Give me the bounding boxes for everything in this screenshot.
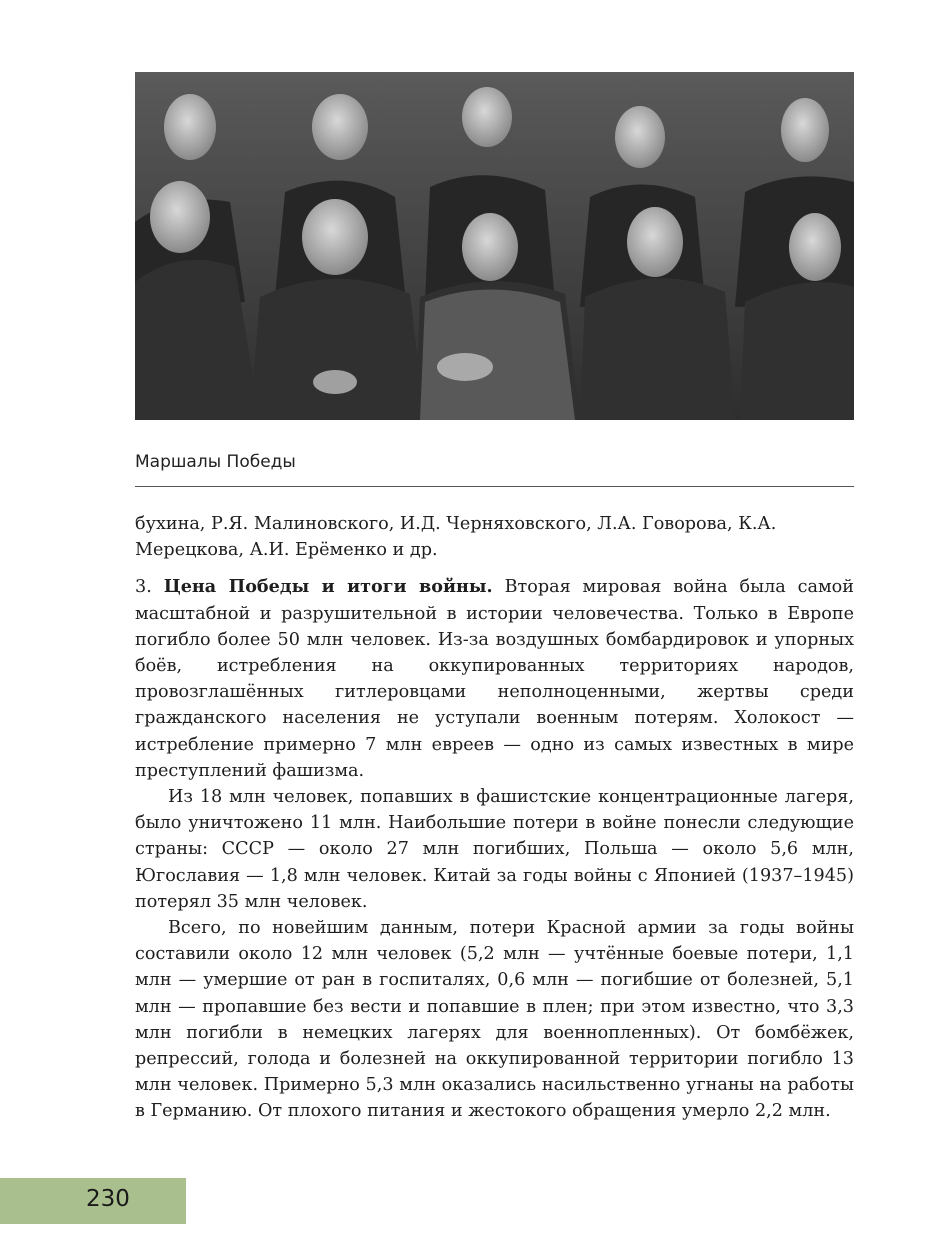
portrait-illustration-icon (135, 72, 854, 420)
body-text (135, 511, 854, 1125)
paragraph-camps: Из 18 млн человек, попавших в фашистские концентрационные лагеря, было уничтожено 11 млн. Наибольшие потери в войне понесли следующие страны: СССР — около 27 млн погибших, Польша — около 5,6 млн, Югославия — 1,8 млн человек. Китай за годы войны с Японией (1937–1945) потерял 35 млн человек. (135, 787, 854, 912)
section-number: 3. (135, 577, 152, 598)
page-number: 230 (86, 1186, 130, 1212)
caption-divider (135, 486, 854, 487)
continuation-paragraph: бухина, Р.Я. Малиновского, И.Д. Черняховского, Л.А. Говорова, К.А. Мерецкова, А.И. Ерёменко и др. (135, 514, 777, 561)
section-text: Вторая мировая война была самой масштабной и разрушительной в истории человечества. Только в Европе погибло более 50 млн человек. Из-за воздушных бомбардировок и упорных боёв, истребления на оккупированных территориях народов, провозглашённых гитлеровцами неполноценными, жертвы среди гражданского населения не уступали военным потерям. Холокост — истребление примерно 7 млн евреев — одно из самых известных в мире преступлений фашизма. (135, 577, 855, 781)
paragraph-losses: Всего, по новейшим данным, потери Красной армии за годы войны составили около 12 млн человек (5,2 млн — учтённые боевые потери, 1,1 млн — умершие от ран в госпиталях, 0,6 млн — погибшие от болезней, 5,1 млн — пропавшие без вести и попавшие в плен; при этом известно, что 3,3 млн погибли в немецких лагерях для военнопленных). От бомбёжек, репрессий, голода и болезней на оккупированной территории погибло 13 млн человек. Примерно 5,3 млн оказались насильственно угнаны на работы в Германию. От плохого питания и жестокого обращения умерло 2,2 млн. (135, 918, 854, 1122)
group-portrait-photo (135, 72, 854, 420)
photo-caption: Маршалы Победы (135, 452, 296, 472)
section-paragraph (135, 574, 854, 784)
section-heading: Цена Победы и итоги войны. (163, 576, 493, 598)
